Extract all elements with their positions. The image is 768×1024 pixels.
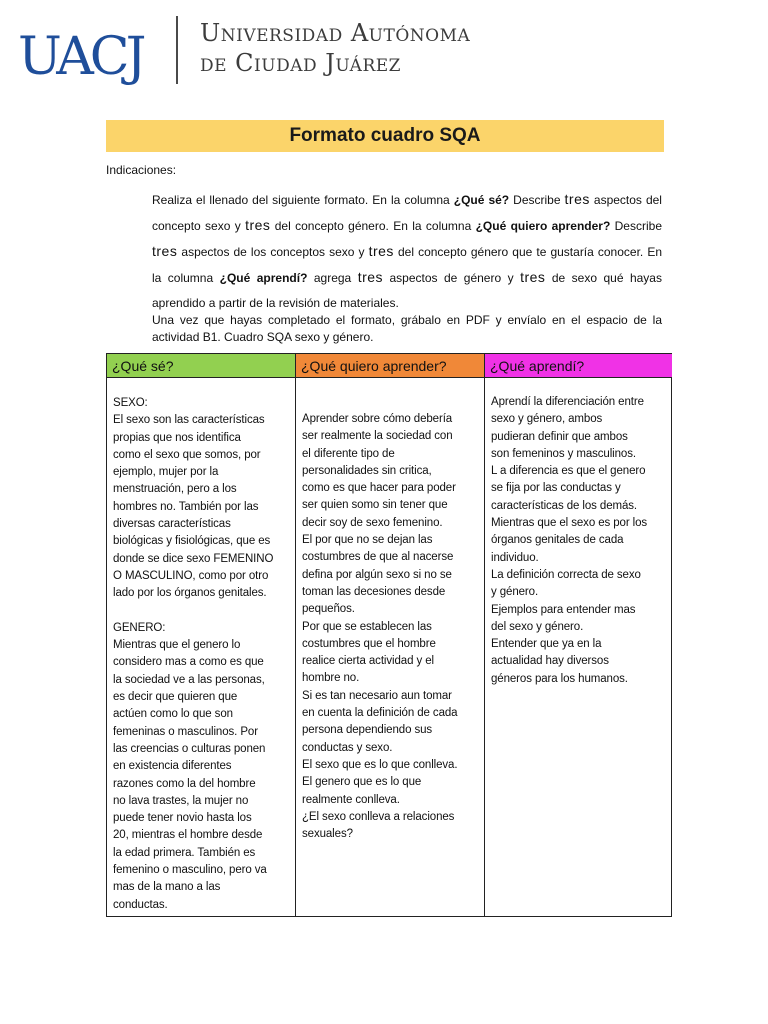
sqa-table [106, 353, 672, 917]
instr-tres: tres [520, 269, 546, 285]
column-que-quiero-aprender [296, 354, 485, 916]
university-name [200, 18, 470, 78]
indications-label: Indicaciones: [106, 163, 177, 177]
instr-text: aspectos de los conceptos sexo y [177, 245, 369, 259]
instr-text: del concepto género que te gustaría conocer. En la columna [152, 245, 662, 285]
column-header: ¿Qué aprendí? [485, 354, 672, 378]
university-header [18, 12, 758, 92]
column-que-se [107, 354, 296, 916]
university-name-line1: Universidad Autónoma [200, 19, 471, 47]
logo-divider [176, 16, 178, 84]
instr-tres: tres [245, 217, 271, 233]
instr-question: ¿Qué aprendí? [219, 271, 308, 285]
university-name-line2: de Ciudad Juárez [200, 49, 401, 77]
instructions-paragraph [152, 187, 662, 316]
logo-text: UACJ [18, 27, 143, 86]
instr-tres: tres [152, 243, 178, 259]
column-header: ¿Qué quiero aprender? [296, 354, 484, 378]
column-body: SEXO: El sexo son las características propias que nos identifica como el sexo que somos, por ejemplo, mujer por la menstruación, pero a los hombres no. También por las diversas características biológicas y fisiológicas, que es donde se dice sexo FEMENINO O MASCULINO, como por otro lado por los órganos genitales. GENERO: Mientras que el genero lo considero mas a como es que la sociedad ve a las personas, es decir que quieren que actúen como lo que son femeninas o masculinos. Por las creencias o culturas ponen en existencia diferentes razones como la del hombre no lava trastes, la mujer no puede tener novio hasta los 20, mientras el hombre desde la edad primera. También es femenino o masculino, pero va mas de la mano a las conductas. [113, 397, 274, 911]
submission-note: Una vez que hayas completado el formato, grábalo en PDF y envíalo en el espacio de la actividad B1. Cuadro SQA sexo y género. [152, 313, 662, 344]
column-body: Aprendí la diferenciación entre sexo y género, ambos pudieran definir que ambos son femeninos y masculinos. L a diferencia es que el genero se fija por las conductas y características de los demás. Mientras que el sexo es por los órganos genitales de cada individuo. La definición correcta de sexo y género. Ejemplos para entender mas del sexo y género. Entender que ya en la actualidad hay diversos géneros para los humanos. [491, 396, 648, 685]
instr-tres: tres [357, 269, 384, 285]
page-title: Formato cuadro SQA [289, 125, 481, 146]
column-header: ¿Qué sé? [107, 354, 295, 378]
title-band [106, 120, 664, 152]
instr-text: Describe [509, 193, 565, 207]
instr-text: Describe [610, 219, 662, 233]
instr-question: ¿Qué sé? [453, 193, 510, 207]
instr-tres: tres [368, 243, 394, 259]
column-que-aprendi [485, 354, 672, 916]
instr-text: Realiza el llenado del siguiente formato. En la columna [152, 193, 454, 207]
instr-text: agrega [307, 271, 358, 285]
instr-text: aspectos del concepto sexo y [152, 193, 662, 233]
instr-text: del concepto género. En la columna [270, 219, 476, 233]
instr-question: ¿Qué quiero aprender? [475, 219, 611, 233]
instr-text: aspectos de género y [383, 271, 521, 285]
instr-text: de sexo qué hayas aprendido a partir de la revisión de materiales. [152, 271, 662, 310]
uacj-logo [18, 26, 168, 86]
instr-tres: tres [564, 191, 590, 207]
column-body: Aprender sobre cómo debería ser realmente la sociedad con el diferente tipo de personalidades sin critica, como es que hacer para poder ser quien somo sin tener que decir soy de sexo femenino. El por que no se dejan las costumbres de que al nacerse defina por algún sexo si no se toman las decesiones desde pequeños. Por que se establecen las costumbres que el hombre realice cierta actividad y el hombre no. Si es tan necesario aun tomar en cuenta la definición de cada persona dependiendo sus conductas y sexo. El sexo que es lo que conlleva. El genero que es lo que realmente conlleva. ¿El sexo conlleva a relaciones sexuales? [302, 413, 458, 841]
